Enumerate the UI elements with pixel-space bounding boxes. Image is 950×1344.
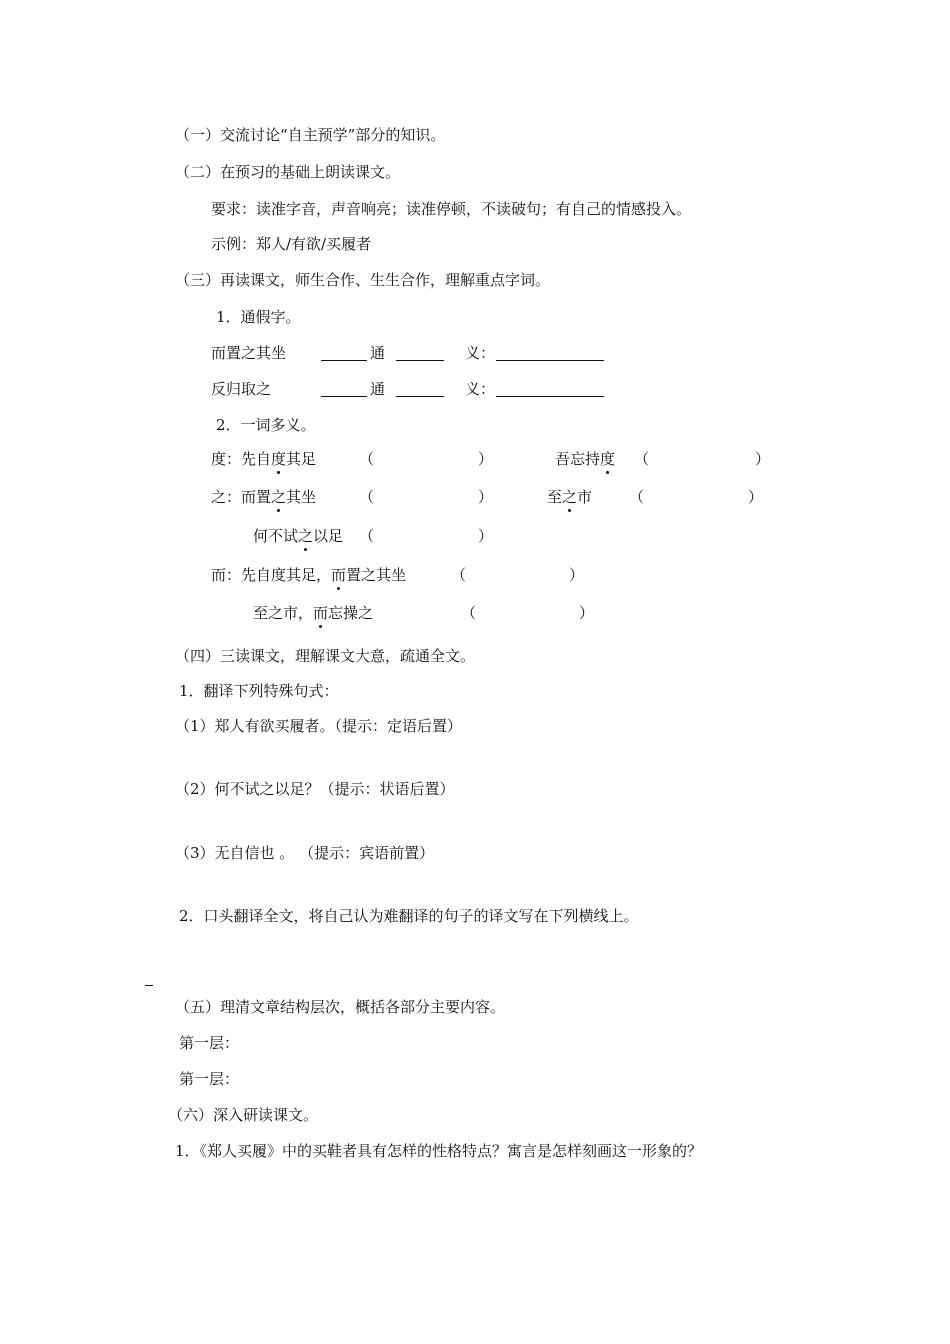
answer-blank[interactable] <box>321 344 367 361</box>
emphasis-char: 度 <box>271 450 287 468</box>
section-5-heading: （五）理清文章结构层次，概括各部分主要内容。 <box>175 998 506 1016</box>
section-1-heading: （一）交流讨论“自主预学”部分的知识。 <box>175 126 446 144</box>
section-4-heading: （四）三读课文，理解课文大意，疏通全文。 <box>175 647 476 665</box>
study-question-1: 1．《郑人买履》中的买鞋者具有怎样的性格特点？寓言是怎样刻画这一形象的？ <box>175 1142 703 1160</box>
tongjia-row-2 <box>211 379 271 399</box>
tongjia-row-1 <box>211 343 286 363</box>
oral-translate-task: 2．口头翻译全文，将自己认为难翻译的句子的译文写在下列横线上。 <box>179 907 639 925</box>
polysemy-zhi-c: 何不试之以足 <box>253 527 344 545</box>
emphasis-char: 而 <box>313 604 329 622</box>
polysemy-du-a: 度：先自度其足 <box>211 450 317 468</box>
question-3: （3）无自信也 。 （提示：宾语前置） <box>175 844 435 862</box>
layer-2-label: 第一层： <box>179 1070 240 1088</box>
yi-label: 义： <box>465 380 496 398</box>
emphasis-char: 之 <box>562 488 578 506</box>
polysemy-zhi-a: 之：而置之其坐 <box>211 488 317 506</box>
polysemy-er-a: 而：先自度其足，而置之其坐 <box>211 566 407 584</box>
yi-label: 义： <box>465 344 496 362</box>
emphasis-char: 而 <box>331 566 347 584</box>
tong-label: 通 <box>370 380 386 398</box>
question-2: （2）何不试之以足？（提示：状语后置） <box>175 780 455 798</box>
emphasis-char: 度 <box>600 450 616 468</box>
answer-blank[interactable] <box>496 344 604 361</box>
polysemy-er-b: 至之市，而忘操之 <box>253 604 374 622</box>
answer-blank[interactable] <box>321 380 367 397</box>
reading-requirements: 要求：读准字音，声音响亮；读准停顿，不读破句；有自己的情感投入。 <box>211 200 692 218</box>
polysemy-zhi-b: 至之市 <box>547 488 593 506</box>
section-6-heading: （六）深入研读课文。 <box>168 1106 319 1124</box>
emphasis-char: 之 <box>298 527 314 545</box>
emphasis-char: 之 <box>271 488 287 506</box>
section-2-heading: （二）在预习的基础上朗读课文。 <box>175 163 401 181</box>
answer-blank[interactable] <box>496 380 604 397</box>
answer-line-mark <box>145 985 153 986</box>
question-1: （1）郑人有欲买履者。（提示：定语后置） <box>175 717 463 735</box>
answer-blank[interactable] <box>396 380 444 397</box>
section-3-heading: （三）再读课文，师生合作、生生合作，理解重点字词。 <box>175 271 551 289</box>
tong-label: 通 <box>370 344 386 362</box>
tongjia-phrase: 而置之其坐 <box>211 344 287 362</box>
tongjia-phrase: 反归取之 <box>211 380 272 398</box>
polysemy-subheading: 2．一词多义。 <box>216 416 316 434</box>
polysemy-du-b: 吾忘持度 <box>555 450 616 468</box>
layer-1-label: 第一层： <box>179 1034 240 1052</box>
answer-blank[interactable] <box>396 344 444 361</box>
translate-subheading: 1．翻译下列特殊句式： <box>179 682 339 700</box>
tongjia-subheading: 1．通假字。 <box>216 308 301 326</box>
reading-example: 示例：郑人/有欲/买履者 <box>211 235 372 253</box>
